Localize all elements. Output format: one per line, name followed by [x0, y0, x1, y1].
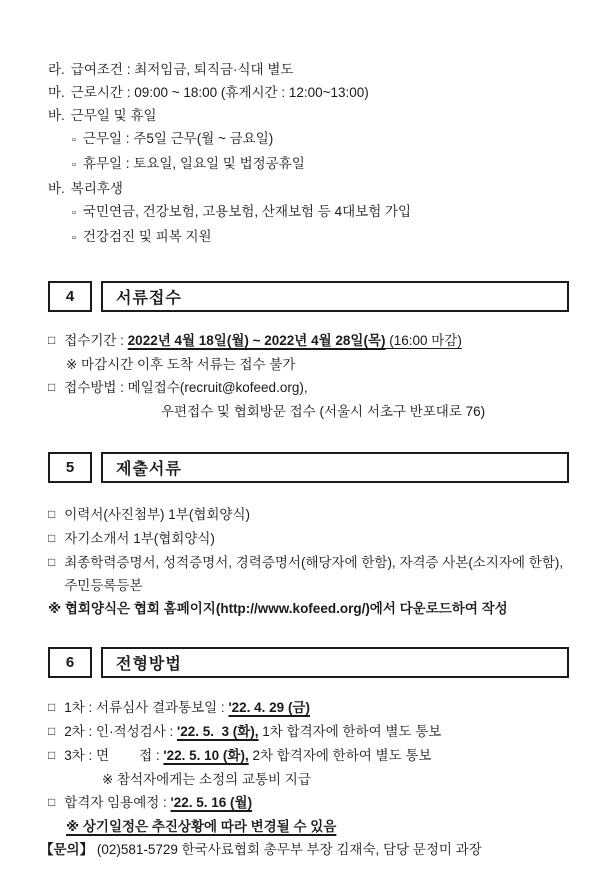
item-text: 복리후생	[70, 181, 123, 196]
item-text: 근무일 및 휴일	[70, 108, 157, 123]
condition-subitem-checkup	[48, 225, 569, 250]
contact-label: 【문의】	[40, 842, 94, 857]
section-number-box: 6	[48, 647, 92, 678]
checkbox-icon: □	[48, 748, 56, 762]
round3-date: '22. 5. 10 (화),	[163, 748, 249, 763]
section-4-body	[48, 329, 569, 423]
section-title: 전형방법	[101, 647, 569, 678]
round1-date: '22. 4. 29 (금)	[228, 700, 310, 715]
round1-row	[48, 696, 569, 720]
checkbox-icon: □	[48, 724, 56, 738]
document-item-coverletter	[48, 527, 569, 551]
section-6-header	[48, 647, 569, 678]
round2-date: '22. 5. 3 (화),	[177, 724, 259, 739]
item-text	[64, 744, 569, 767]
item-label: 마.	[48, 85, 65, 100]
item-text	[64, 329, 569, 352]
reception-method-row	[48, 376, 569, 400]
round3-row	[48, 744, 569, 768]
condition-item-welfare	[48, 177, 569, 200]
item-text: 휴무일 : 토요일, 일요일 및 법정공휴일	[82, 156, 305, 171]
section-title: 서류접수	[101, 281, 569, 312]
appoint-label: 합격자 임용예정 :	[64, 795, 171, 810]
condition-item-workdays	[48, 104, 569, 127]
item-text: 건강검진 및 피복 지원	[82, 229, 212, 244]
checkbox-icon: □	[48, 507, 56, 521]
reception-method-continuation	[48, 400, 569, 423]
condition-item-salary	[48, 58, 569, 81]
square-bullet-icon: ▫	[72, 159, 76, 171]
round3-rest: 2차 합격자에 한하여 별도 통보	[248, 748, 432, 763]
checkbox-icon: □	[48, 700, 56, 714]
section-number-box: 4	[48, 281, 92, 312]
method-continuation-text: 우편접수 및 협회방문 접수 (서울시 서초구 반포대로 76)	[161, 404, 486, 419]
square-bullet-icon: ▫	[72, 134, 76, 146]
contact-row	[40, 838, 569, 861]
method-label: 접수방법 : 메일접수(recruit@kofeed.org),	[64, 380, 308, 395]
condition-item-workhours	[48, 81, 569, 104]
reception-period-row	[48, 329, 569, 353]
contact-text	[40, 838, 569, 861]
period-dates: 2022년 4월 18일(월) ~ 2022년 4월 28일(목)	[127, 333, 386, 348]
round2-row	[48, 720, 569, 744]
item-text	[64, 720, 569, 743]
condition-subitem-insurance	[48, 200, 569, 225]
item-text	[64, 696, 569, 719]
deadline-note	[48, 353, 569, 376]
item-text: 급여조건 : 최저임금, 퇴직금·식대 별도	[70, 62, 294, 77]
section-number-box: 5	[48, 452, 92, 483]
transport-note	[48, 768, 569, 791]
round2-rest: 1차 합격자에 한하여 별도 통보	[258, 724, 442, 739]
checkbox-icon: □	[48, 531, 56, 545]
item-text: 자기소개서 1부(협회양식)	[64, 531, 215, 546]
item-label: 바.	[48, 108, 65, 123]
item-text	[64, 791, 569, 814]
appointment-row	[48, 791, 569, 815]
period-deadline: (16:00 마감)	[385, 333, 462, 348]
square-bullet-icon: ▫	[72, 207, 76, 219]
item-text: 이력서(사진첨부) 1부(협회양식)	[64, 507, 250, 522]
section-5-header	[48, 452, 569, 483]
item-label: 라.	[48, 62, 65, 77]
checkbox-icon: □	[48, 380, 56, 394]
section-4-header	[48, 281, 569, 312]
round3-label: 3차 : 면 접 :	[64, 748, 164, 763]
contact-detail: (02)581-5729 한국사료협회 총무부 부장 김재숙, 담당 문정미 과장	[93, 842, 482, 857]
note-text: ※ 협회양식은 협회 홈페이지(http://www.kofeed.org/)에서 다운로드하여 작성	[48, 601, 508, 616]
note-text: ※ 참석자에게는 소정의 교통비 지급	[102, 772, 311, 787]
condition-subitem-workday	[48, 127, 569, 152]
checkbox-icon: □	[48, 333, 56, 347]
condition-subitem-dayoff	[48, 152, 569, 177]
appoint-date: '22. 5. 16 (월)	[170, 795, 253, 810]
section-title: 제출서류	[101, 452, 569, 483]
period-label: 접수기간 :	[64, 333, 128, 348]
note-text: ※ 상기일정은 추진상황에 따라 변경될 수 있음	[66, 819, 337, 834]
round1-label: 1차 : 서류심사 결과통보일 :	[64, 700, 229, 715]
form-download-note	[48, 597, 569, 620]
checkbox-icon: □	[48, 795, 56, 809]
note-text: ※ 마감시간 이후 도착 서류는 접수 불가	[66, 357, 296, 372]
round2-label: 2차 : 인·적성검사 :	[64, 724, 178, 739]
working-conditions-list	[48, 58, 569, 250]
item-text: 근무일 : 주5일 근무(월 ~ 금요일)	[82, 131, 274, 146]
document-item-resume	[48, 503, 569, 527]
section-6-body	[40, 696, 569, 861]
checkbox-icon: □	[48, 555, 56, 569]
document-item-certificates	[48, 551, 569, 597]
item-text: 근로시간 : 09:00 ~ 18:00 (휴게시간 : 12:00~13:00)	[70, 85, 369, 100]
item-text: 최종학력증명서, 성적증명서, 경력증명서(해당자에 한함), 자격증 사본(소지자에 한함), 주민등록등본	[64, 555, 567, 593]
item-text: 국민연금, 건강보험, 고용보험, 산재보험 등 4대보험 가입	[82, 204, 412, 219]
square-bullet-icon: ▫	[72, 232, 76, 244]
schedule-change-note	[48, 815, 569, 838]
section-5-body	[48, 503, 569, 620]
item-label: 바.	[48, 181, 65, 196]
